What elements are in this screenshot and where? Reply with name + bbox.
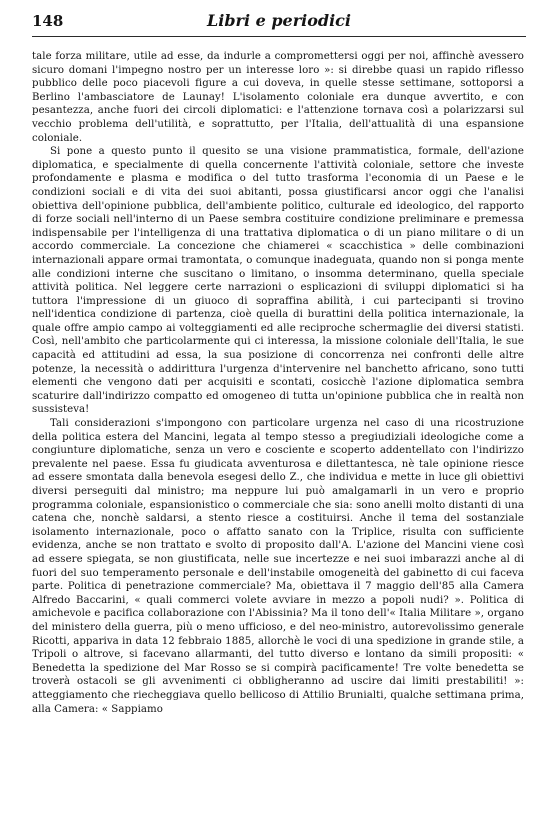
body-text xyxy=(32,50,524,716)
running-title: Libri e periodici xyxy=(207,11,351,30)
page-header xyxy=(32,8,526,37)
page-number: 148 xyxy=(32,12,64,30)
paragraph-2: Si pone a questo punto il quesito se una visione prammatistica, formale, dell'azione diplomatica, e specialmente di quella concernente l'attività coloniale, settore che investe profondamente e plasma e modifica o del tutto trasforma l'economia di un Paese e le condizioni sociali e di vita dei suoi abitanti, possa giustificarsi ancor oggi che l'analisi obiettiva dell'opinione pubblica, dell'ambiente politico, culturale ed ideologico, del rapporto di forze sociali nell'interno di un Paese sembra costituire condizione preliminare e premessa indispensabile per l'intelligenza di una trattativa diplomatica o di un piano militare o di un accordo commerciale. La concezione che chiamerei « scacchistica » delle combinazioni internazionali appare ormai tramontata, o comunque inadeguata, quando non si ponga mente alle condizioni interne che suscitano o limitano, o insomma determinano, quella speciale attività politica. Nel leggere certe narrazioni o esplicazioni di sviluppi diplomatici si ha tuttora l'impressione di un giuoco di sopraffina abilità, i cui partecipanti si trovino nell'identica condizione di partenza, cioè quella di burattini della politica internazionale, la quale offre ampio campo ai volteggiamenti ed alle reciproche schermaglie dei diversi statisti. Così, nell'ambito che particolarmente qui ci interessa, la missione coloniale dell'Italia, le sue capacità ed attitudini ad essa, la sua posizione di concorrenza nei confronti delle altre potenze, la necessità o addirittura l'urgenza d'intervenire nel banchetto africano, sono tutti elementi che vengono dati per acquisiti e scontati, cosicchè l'azione diplomatica sembra scaturire dall'indirizzo compatto ed omogeneo di tutta un'opinione pubblica che in realtà non sussisteva! xyxy=(32,146,524,416)
paragraph-3: Tali considerazioni s'impongono con particolare urgenza nel caso di una ricostruzione della politica estera del Mancini, legata al tempo stesso a pregiudiziali ideologiche come a congiunture diplomatiche, senza un vero e cosciente e scoperto addentellato con l'indirizzo prevalente nel paese. Essa fu giudicata avventurosa e dilettantesca, nè tale opinione riesce ad essere smontata dalla benevola esegesi dello Z., che individua e mette in luce gli obiettivi diversi perseguiti dal ministro; ma neppure lui può amalgamarli in un vero e proprio programma coloniale, espansionistico o commerciale che sia: sono anelli molto distanti di una catena che, nonchè saldarsi, a stento riesce a costituirsi. Anche il tema del sostanziale isolamento internazionale, poco o affatto sanato con la Triplice, risulta con sufficiente evidenza, anche se non trattato e svolto di proposito dall'A. L'azione del Mancini viene così ad essere spiegata, se non giustificata, nelle sue incertezze e nei suoi imbarazzi anche al di fuori del suo temperamento personale e dell'instabile omogeneità del gabinetto di cui faceva parte. Politica di penetrazione commerciale? Ma, obiettava il 7 maggio dell'85 alla Camera Alfredo Baccarini, « quali commerci volete avviare in mezzo a popoli nudi? ». Politica di amichevole e pacifica collaborazione con l'Abissinia? Ma il tono dell'« Italia Militare », organo del ministero della guerra, più o meno ufficioso, e del neo-ministro, autorevolissimo generale Ricotti, appariva in data 12 febbraio 1885, allorchè le voci di una spedizione in grande stile, a Tripoli o altrove, si facevano allarmanti, del tutto diverso e lontano da simili propositi: « Benedetta la spedizione del Mar Rosso se si compirà pacificamente! Tre volte benedetta se troverà ostacoli se gli avvenimenti ci obbligheranno ad uscire dai limiti prestabiliti! »: atteggiamento che riecheggiava quello bellicoso di Attilio Brunialti, qualche settimana prima, alla Camera: « Sappiamo xyxy=(32,418,524,715)
paragraph-1: tale forza militare, utile ad esse, da indurle a compromettersi oggi per noi, affinchè avessero sicuro domani l'impegno nostro per un interesse loro »: si direbbe quasi un rapido riflesso pubblico delle poco piacevoli figure a cui doveva, in quelle stesse settimane, sottoporsi a Berlino l'ambasciatore de Launay! L'isolamento coloniale era dunque avvertito, e con pesantezza, anche fuori dei circoli diplomatici: e l'attenzione tornava così a polarizzarsi sul vecchio problema dell'utilità, e soprattutto, per l'Italia, dell'attualità di una espansione coloniale. xyxy=(32,51,524,144)
